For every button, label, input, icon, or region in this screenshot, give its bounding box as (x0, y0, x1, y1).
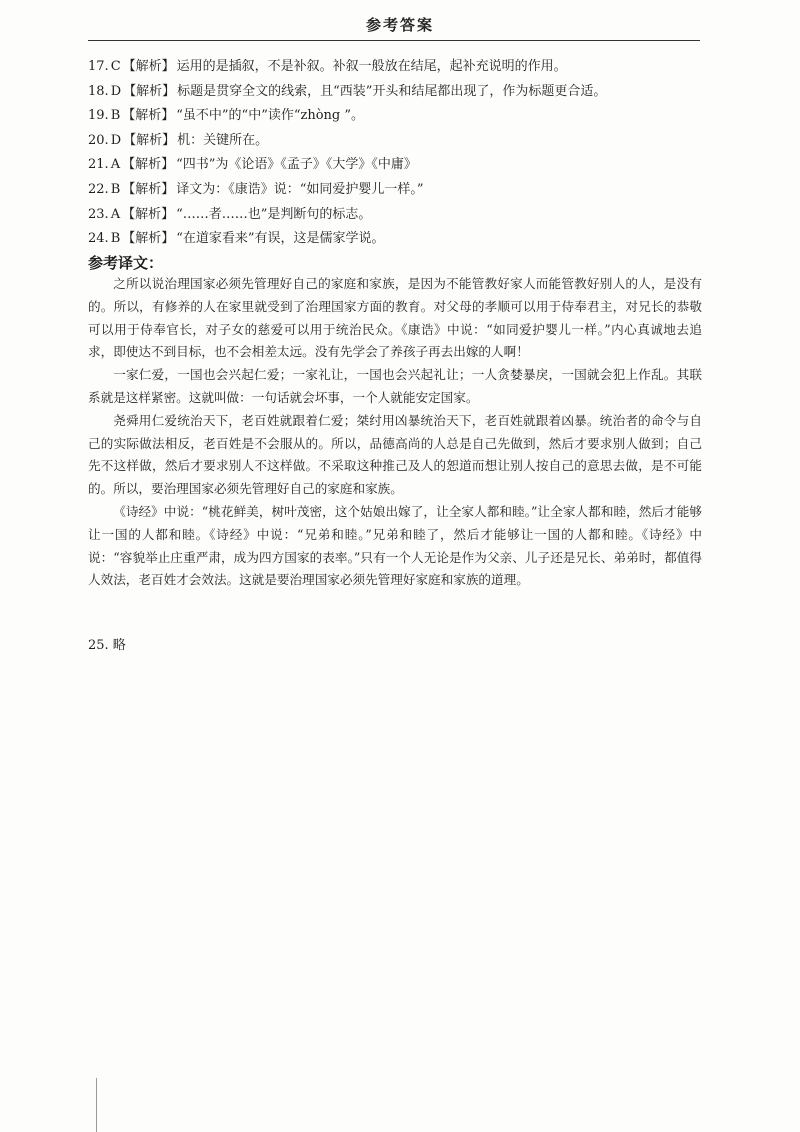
binding-edge-line (96, 1078, 97, 1132)
analysis-tag: 【解析】 (122, 231, 175, 247)
translation-paragraph: 《诗经》中说：“桃花鲜美，树叶茂密，这个姑娘出嫁了，让全家人都和睦。”让全家人都和睦，然后才能够让一国的人都和睦。《诗经》中说：“兄弟和睦。”兄弟和睦了，然后才能够让一国的人都和睦。《诗经》中说：“容貌举止庄重严肃，成为四方国家的表率。”只有一个人无论是作为父亲、儿子还是兄长、弟弟时，都值得人效法，老百姓才会效法。这就是要治理国家必须先管理好家庭和家族的道理。 (88, 503, 702, 588)
answer-choice: A (110, 157, 121, 173)
analysis-tag: 【解析】 (122, 206, 175, 222)
answer-item-23 (88, 203, 708, 228)
translation-paragraph: 一家仁爱，一国也会兴起仁爱；一家礼让，一国也会兴起礼让；一人贪婪暴戾，一国就会犯上作乱。其联系就是这样紧密。这就叫做：一句话就会坏事，一个人就能安定国家。 (88, 367, 702, 405)
answer-item-24 (88, 227, 708, 252)
answer-choice: B (110, 231, 121, 247)
answer-number: 18. (88, 83, 109, 99)
answer-number: 24. (88, 231, 109, 247)
analysis-tag: 【解析】 (122, 108, 175, 124)
answer-text: 标题是贯穿全文的线索，且“西装”开头和结尾都出现了，作为标题更合适。 (177, 83, 607, 99)
answer-choice: B (110, 181, 121, 197)
answer-text: “……者……也”是判断句的标志。 (176, 206, 372, 222)
answer-number: 23. (88, 206, 109, 222)
answer-item-20 (88, 129, 708, 154)
translation-heading: 参考译文： (88, 254, 164, 272)
header-divider (88, 40, 700, 41)
analysis-tag: 【解析】 (123, 83, 176, 99)
answer-text: 机：关键所在。 (177, 132, 269, 148)
answer-list (88, 55, 708, 252)
answer-number: 22. (88, 181, 109, 197)
translation-body (88, 273, 702, 592)
answer-item-19 (88, 104, 708, 129)
answer-item-21 (88, 153, 708, 178)
answer-text: 译文为：《康诰》说：“如同爱护婴儿一样。” (176, 181, 424, 197)
answer-choice: D (110, 83, 122, 99)
translation-paragraph: 之所以说治理国家必须先管理好自己的家庭和家族，是因为不能管教好家人而能管教好别人的人，是没有的。所以，有修养的人在家里就受到了治理国家方面的教育。对父母的孝顺可以用于侍奉君主，对兄长的恭敬可以用于侍奉官长，对子女的慈爱可以用于统治民众。《康诰》中说：“如同爱护婴儿一样。”内心真诚地去追求，即使达不到目标，也不会相差太远。没有先学会了养孩子再去出嫁的人啊！ (88, 276, 702, 360)
analysis-tag: 【解析】 (123, 132, 176, 148)
answer-choice: A (110, 206, 121, 222)
answer-item-22 (88, 178, 708, 203)
answer-item-17 (88, 55, 708, 80)
page-title: 参考答案 (365, 16, 434, 34)
analysis-tag: 【解析】 (122, 157, 175, 173)
answer-number: 21. (88, 157, 109, 173)
answer-text: “在道家看来”有误，这是儒家学说。 (176, 231, 385, 247)
analysis-tag: 【解析】 (122, 59, 175, 74)
analysis-tag: 【解析】 (122, 181, 175, 197)
answer-choice: D (110, 132, 122, 148)
answer-text: 运用的是插叙，不是补叙。补叙一般放在结尾，起补充说明的作用。 (176, 59, 567, 74)
answer-number: 20. (88, 132, 109, 148)
answer-text: “虽不中”的“中”读作“zhòng ”。 (176, 108, 365, 124)
translation-paragraph: 尧舜用仁爱统治天下，老百姓就跟着仁爱；桀纣用凶暴统治天下，老百姓就跟着凶暴。统治者的命令与自己的实际做法相反，老百姓是不会服从的。所以，品德高尚的人总是自己先做到，然后才要求别人做到；自己先不这样做，然后才要求别人不这样做。不采取这种推己及人的恕道而想让别人按自己的意思去做，是不可能的。所以，要治理国家必须先管理好自己的家庭和家族。 (88, 412, 702, 497)
answer-choice: B (110, 108, 121, 124)
answer-item-25: 25. 略 (88, 638, 126, 653)
answer-choice: C (110, 59, 121, 74)
answer-number: 17. (88, 59, 109, 74)
answer-number: 19. (88, 108, 109, 124)
answer-item-18 (88, 80, 708, 105)
answer-text: “四书”为《论语》《孟子》《大学》《中庸》 (176, 157, 417, 173)
